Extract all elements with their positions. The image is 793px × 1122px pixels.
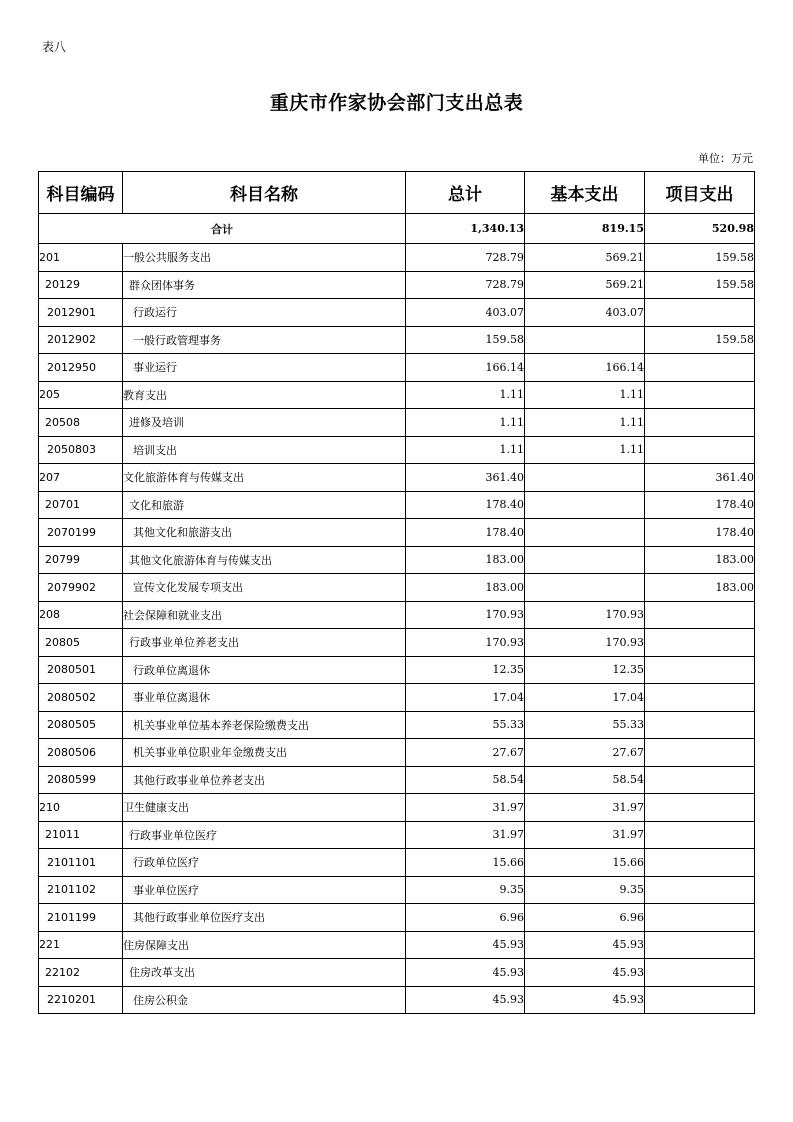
row-basic: 569.21 [525, 271, 645, 299]
row-name: 行政单位医疗 [123, 849, 406, 877]
table-row [39, 959, 755, 987]
row-name: 行政单位离退休 [123, 656, 406, 684]
row-total: 183.00 [406, 574, 525, 602]
row-name: 行政事业单位医疗 [123, 821, 406, 849]
row-project: 178.40 [645, 519, 755, 547]
row-total: 45.93 [406, 959, 525, 987]
expenditure-table [38, 171, 755, 1014]
table-row [39, 244, 755, 272]
row-total: 9.35 [406, 876, 525, 904]
row-project [645, 629, 755, 657]
row-basic: 27.67 [525, 739, 645, 767]
row-name: 一般行政管理事务 [123, 326, 406, 354]
row-basic: 170.93 [525, 629, 645, 657]
row-basic: 31.97 [525, 821, 645, 849]
row-total: 12.35 [406, 656, 525, 684]
table-row [39, 684, 755, 712]
row-code: 2080505 [39, 711, 123, 739]
row-basic: 1.11 [525, 409, 645, 437]
row-basic: 55.33 [525, 711, 645, 739]
row-total: 178.40 [406, 519, 525, 547]
row-code: 221 [39, 931, 123, 959]
table-row [39, 271, 755, 299]
row-total: 728.79 [406, 271, 525, 299]
row-project: 159.58 [645, 271, 755, 299]
table-row [39, 381, 755, 409]
row-name: 事业单位医疗 [123, 876, 406, 904]
row-code: 2080502 [39, 684, 123, 712]
table-number-label: 表八 [42, 40, 67, 54]
row-code: 21011 [39, 821, 123, 849]
header-row [39, 172, 755, 214]
row-basic: 17.04 [525, 684, 645, 712]
row-project [645, 876, 755, 904]
total-basic: 819.15 [525, 214, 645, 244]
row-code: 2101199 [39, 904, 123, 932]
header-name: 科目名称 [123, 172, 406, 214]
row-name: 其他文化旅游体育与传媒支出 [123, 546, 406, 574]
row-project [645, 931, 755, 959]
row-basic: 170.93 [525, 601, 645, 629]
row-basic [525, 464, 645, 492]
row-name: 进修及培训 [123, 409, 406, 437]
row-name: 文化旅游体育与传媒支出 [123, 464, 406, 492]
row-code: 210 [39, 794, 123, 822]
table-row [39, 354, 755, 382]
row-code: 205 [39, 381, 123, 409]
header-code: 科目编码 [39, 172, 123, 214]
row-basic: 6.96 [525, 904, 645, 932]
page-title: 重庆市作家协会部门支出总表 [269, 92, 524, 114]
row-code: 2080599 [39, 766, 123, 794]
row-basic: 45.93 [525, 986, 645, 1014]
row-total: 166.14 [406, 354, 525, 382]
row-total: 6.96 [406, 904, 525, 932]
row-project [645, 766, 755, 794]
total-label: 合计 [39, 214, 406, 244]
row-total: 183.00 [406, 546, 525, 574]
table-row [39, 409, 755, 437]
row-code: 2050803 [39, 436, 123, 464]
row-total: 1.11 [406, 436, 525, 464]
table-row [39, 986, 755, 1014]
row-project [645, 821, 755, 849]
row-basic: 15.66 [525, 849, 645, 877]
row-project [645, 436, 755, 464]
row-name: 住房改革支出 [123, 959, 406, 987]
row-name: 宣传文化发展专项支出 [123, 574, 406, 602]
row-name: 群众团体事务 [123, 271, 406, 299]
row-project [645, 299, 755, 327]
row-project [645, 986, 755, 1014]
row-name: 其他文化和旅游支出 [123, 519, 406, 547]
row-project [645, 711, 755, 739]
table-row [39, 656, 755, 684]
total-project: 520.98 [645, 214, 755, 244]
table-row [39, 464, 755, 492]
row-basic: 1.11 [525, 436, 645, 464]
row-project [645, 354, 755, 382]
row-basic: 403.07 [525, 299, 645, 327]
row-total: 17.04 [406, 684, 525, 712]
header-total: 总计 [406, 172, 525, 214]
row-basic: 569.21 [525, 244, 645, 272]
row-code: 2101102 [39, 876, 123, 904]
row-basic: 9.35 [525, 876, 645, 904]
row-project: 183.00 [645, 574, 755, 602]
row-code: 22102 [39, 959, 123, 987]
row-project: 159.58 [645, 244, 755, 272]
table-row [39, 904, 755, 932]
row-total: 1.11 [406, 381, 525, 409]
table-row [39, 436, 755, 464]
row-name: 住房保障支出 [123, 931, 406, 959]
row-code: 208 [39, 601, 123, 629]
table-row [39, 574, 755, 602]
row-name: 事业运行 [123, 354, 406, 382]
table-row [39, 491, 755, 519]
unit-label: 单位：万元 [698, 152, 753, 165]
row-total: 55.33 [406, 711, 525, 739]
row-total: 170.93 [406, 629, 525, 657]
row-code: 20805 [39, 629, 123, 657]
table-row [39, 931, 755, 959]
row-basic [525, 326, 645, 354]
row-total: 27.67 [406, 739, 525, 767]
row-basic [525, 491, 645, 519]
row-project [645, 794, 755, 822]
row-project [645, 849, 755, 877]
row-name: 行政事业单位养老支出 [123, 629, 406, 657]
table-row [39, 766, 755, 794]
row-basic [525, 574, 645, 602]
table-row [39, 326, 755, 354]
row-total: 403.07 [406, 299, 525, 327]
row-total: 361.40 [406, 464, 525, 492]
header-basic: 基本支出 [525, 172, 645, 214]
row-code: 2012950 [39, 354, 123, 382]
row-project: 361.40 [645, 464, 755, 492]
row-project: 178.40 [645, 491, 755, 519]
table-row [39, 849, 755, 877]
row-name: 社会保障和就业支出 [123, 601, 406, 629]
row-name: 机关事业单位职业年金缴费支出 [123, 739, 406, 767]
table-row [39, 546, 755, 574]
row-total: 31.97 [406, 821, 525, 849]
row-code: 20129 [39, 271, 123, 299]
table-row [39, 299, 755, 327]
row-basic: 1.11 [525, 381, 645, 409]
row-project [645, 959, 755, 987]
row-project [645, 904, 755, 932]
row-total: 170.93 [406, 601, 525, 629]
row-code: 207 [39, 464, 123, 492]
total-sum: 1,340.13 [406, 214, 525, 244]
row-code: 2210201 [39, 986, 123, 1014]
table-row [39, 629, 755, 657]
table-row [39, 821, 755, 849]
row-code: 20799 [39, 546, 123, 574]
row-project [645, 381, 755, 409]
row-name: 教育支出 [123, 381, 406, 409]
row-project: 183.00 [645, 546, 755, 574]
row-basic [525, 546, 645, 574]
table-row [39, 794, 755, 822]
row-name: 一般公共服务支出 [123, 244, 406, 272]
row-name: 行政运行 [123, 299, 406, 327]
row-basic: 58.54 [525, 766, 645, 794]
row-total: 31.97 [406, 794, 525, 822]
row-code: 20701 [39, 491, 123, 519]
row-project [645, 601, 755, 629]
row-name: 事业单位离退休 [123, 684, 406, 712]
row-project [645, 739, 755, 767]
row-basic: 31.97 [525, 794, 645, 822]
row-project [645, 409, 755, 437]
row-code: 2080506 [39, 739, 123, 767]
row-basic: 45.93 [525, 959, 645, 987]
row-name: 文化和旅游 [123, 491, 406, 519]
table-row [39, 519, 755, 547]
row-code: 2012902 [39, 326, 123, 354]
row-code: 201 [39, 244, 123, 272]
table-row [39, 601, 755, 629]
row-name: 培训支出 [123, 436, 406, 464]
row-name: 其他行政事业单位养老支出 [123, 766, 406, 794]
row-total: 15.66 [406, 849, 525, 877]
row-total: 728.79 [406, 244, 525, 272]
row-basic: 12.35 [525, 656, 645, 684]
table-row [39, 876, 755, 904]
row-project [645, 656, 755, 684]
row-project [645, 684, 755, 712]
row-total: 1.11 [406, 409, 525, 437]
row-name: 住房公积金 [123, 986, 406, 1014]
header-project: 项目支出 [645, 172, 755, 214]
row-total: 159.58 [406, 326, 525, 354]
row-basic: 166.14 [525, 354, 645, 382]
row-total: 45.93 [406, 986, 525, 1014]
row-project: 159.58 [645, 326, 755, 354]
row-code: 2080501 [39, 656, 123, 684]
row-code: 2101101 [39, 849, 123, 877]
row-basic: 45.93 [525, 931, 645, 959]
row-total: 178.40 [406, 491, 525, 519]
row-code: 20508 [39, 409, 123, 437]
row-name: 机关事业单位基本养老保险缴费支出 [123, 711, 406, 739]
row-total: 58.54 [406, 766, 525, 794]
table-row [39, 739, 755, 767]
row-code: 2079902 [39, 574, 123, 602]
total-row [39, 214, 755, 244]
table-row [39, 711, 755, 739]
row-name: 卫生健康支出 [123, 794, 406, 822]
row-name: 其他行政事业单位医疗支出 [123, 904, 406, 932]
row-basic [525, 519, 645, 547]
row-total: 45.93 [406, 931, 525, 959]
row-code: 2012901 [39, 299, 123, 327]
row-code: 2070199 [39, 519, 123, 547]
